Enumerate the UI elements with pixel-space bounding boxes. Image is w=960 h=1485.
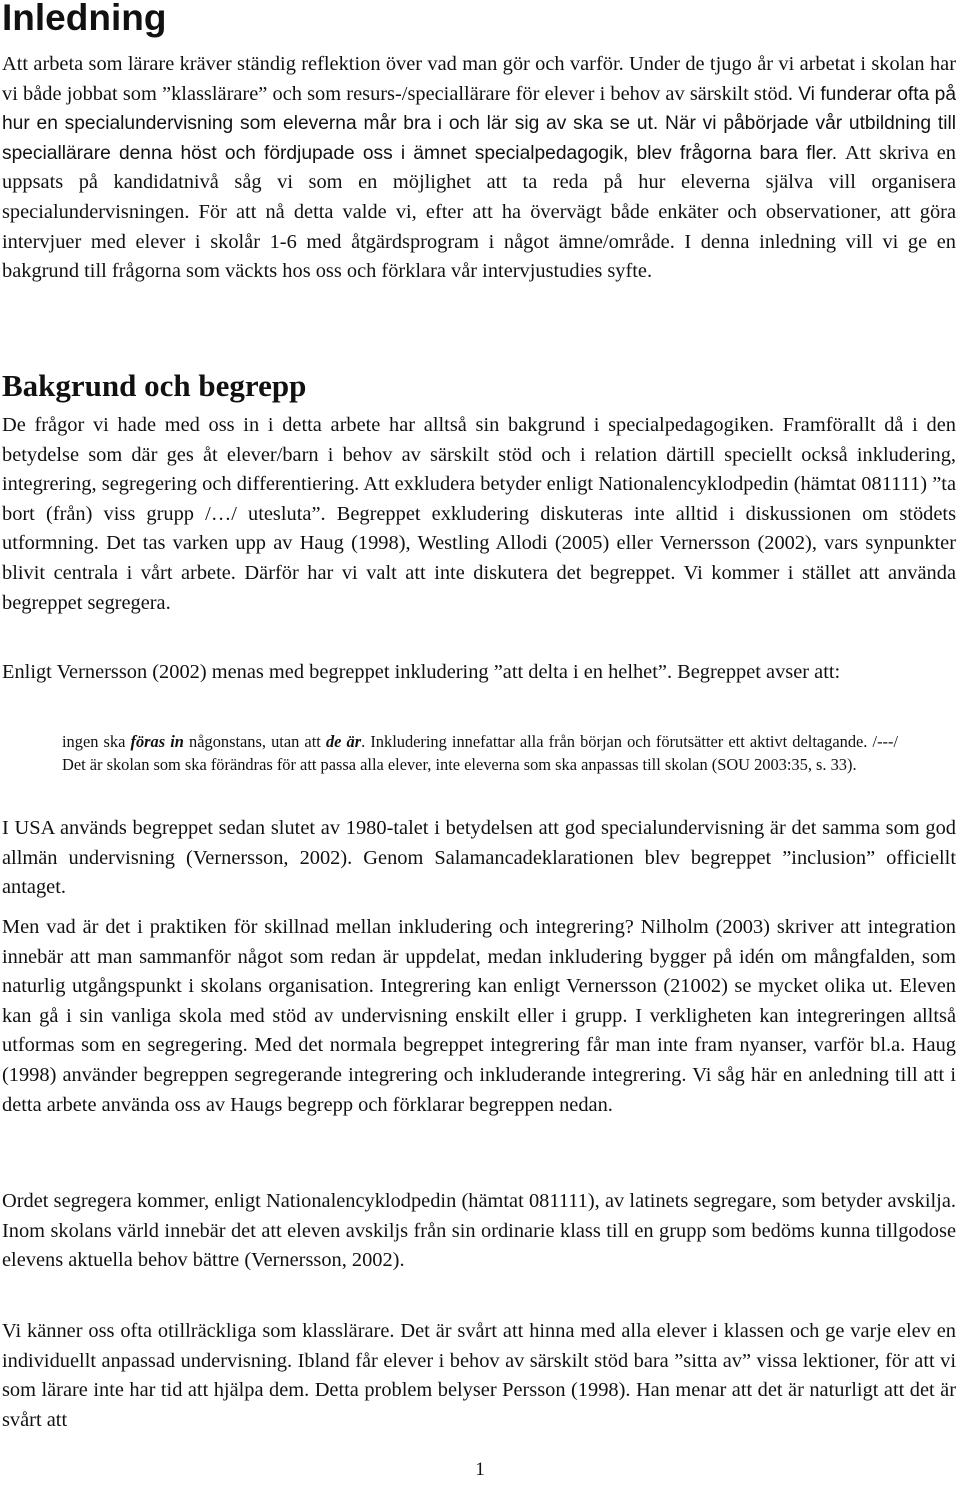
page-title: Inledning [2, 0, 167, 38]
quote-part-2: någonstans, utan att [189, 732, 321, 751]
inclusion-definition-paragraph: Enligt Vernersson (2002) menas med begreppet inkludering ”att delta i en helhet”. Begreppet avser att: [2, 661, 841, 683]
intro-text-serif-1: Att arbeta som lärare kräver ständig reflektion över vad man gör och varför. Under de tjugo år vi arbetat i skolan har vi både jobbat som ”klasslärare” och som resurs-/speciallärare för elever i behov av särskilt stöd. [2, 53, 956, 105]
section-heading: Bakgrund och begrepp [2, 368, 307, 403]
page-number: 1 [475, 1459, 485, 1480]
intro-paragraph [2, 50, 956, 287]
background-paragraph: De frågor vi hade med oss in i detta arbete har alltså sin bakgrund i specialpedagogiken. Framförallt då i den betydelse som där ges åt elever/barn i behov av särskilt stöd och i relation därtill speciellt också inkludering, integrering, segregering och differentiering. Att exkludera betyder enligt Nationalencyklodpedin (hämtat 081111) ”ta bort (från) viss grupp /…/ utesluta”. Begreppet exkludering diskuteras inte alltid i diskussionen om stödets utformning. Det tas varken upp av Haug (1998), Westling Allodi (2005) eller Vernersson (2002), vars synpunkter blivit centrala i vårt arbete. Därför har vi valt att inte diskutera det begreppet. Vi kommer i stället att använda begreppet segregera. [2, 414, 956, 614]
block-quote [62, 730, 898, 776]
intro-text-serif-2: Att skriva en uppsats på kandidatnivå såg vi som en möjlighet att ta reda på hur eleverna själva vill organisera specialundervisningen. För att nå detta valde vi, efter att ha övervägt både enkäter och observationer, att göra intervjuer med elever i skolår 1-6 med åtgärdsprogram i något ämne/område. I denna inledning vill vi ge en bakgrund till frågorna som väckts hos oss och förklara vår intervjustudies syfte. [2, 141, 956, 283]
quote-emphasis-2: de är [325, 732, 362, 751]
quote-emphasis-1: föras in [130, 732, 184, 751]
usa-paragraph: I USA används begreppet sedan slutet av 1980-talet i betydelsen att god specialundervisning är det samma som god allmän undervisning (Vernersson, 2002). Genom Salamancadeklarationen blev begreppet ”inclusion” officiellt antaget. [2, 817, 956, 899]
segregation-paragraph: Ordet segregera kommer, enligt Nationalencyklodpedin (hämtat 081111), av latinets segregare, som betyder avskilja. Inom skolans värld innebär det att eleven avskiljs från sin ordinarie klass till en grupp som bedöms kunna tillgodose elevens aktuella behov bättre (Vernersson, 2002). [2, 1190, 956, 1272]
teacher-paragraph: Vi känner oss ofta otillräckliga som klasslärare. Det är svårt att hinna med alla elever i klassen och ge varje elev en individuellt anpassad undervisning. Ibland får elever i behov av särskilt stöd bara ”sitta av” vissa lektioner, för att vi som lärare inte har tid att hjälpa dem. Detta problem belyser Persson (1998). Han menar att det är naturligt att det är svårt att [2, 1320, 956, 1431]
intro-text-sans: Vi funderar ofta på hur en specialundervisning som eleverna mår bra i och lär sig av ska se ut. När vi påbörjade vår utbildning till speciallärare denna höst och fördjupade oss i ämnet specialpedagogik, blev frågorna bara fler. [2, 83, 956, 164]
integration-paragraph: Men vad är det i praktiken för skillnad mellan inkludering och integrering? Nilholm (2003) skriver att integration innebär att man sammanför något som redan är uppdelat, medan inkludering bygger på idén om mångfalden, som naturlig utgångspunkt i skolans organisation. Integrering kan enligt Vernersson (21002) se mycket olika ut. Eleven kan gå i sin vanliga skola med stöd av undervisning enskilt eller i grupp. I verkligheten kan integreringen alltså utformas som en segregering. Med det normala begreppet integrering får man inte fram nyanser, varför bl.a. Haug (1998) använder begreppen segregerande integrering och inkluderande integrering. Vi såg här en anledning till att i detta arbete använda oss av Haugs begrepp och förklarar begreppen nedan. [2, 916, 956, 1116]
quote-part-3: . Inkludering innefattar alla från början och förutsätter ett aktivt deltagande. /---/ Det är skolan som ska förändras för att passa alla elever, inte eleverna som ska anpassas till skolan (SOU 2003:35, s. 33). [62, 732, 898, 774]
quote-part-1: ingen ska [62, 732, 126, 751]
